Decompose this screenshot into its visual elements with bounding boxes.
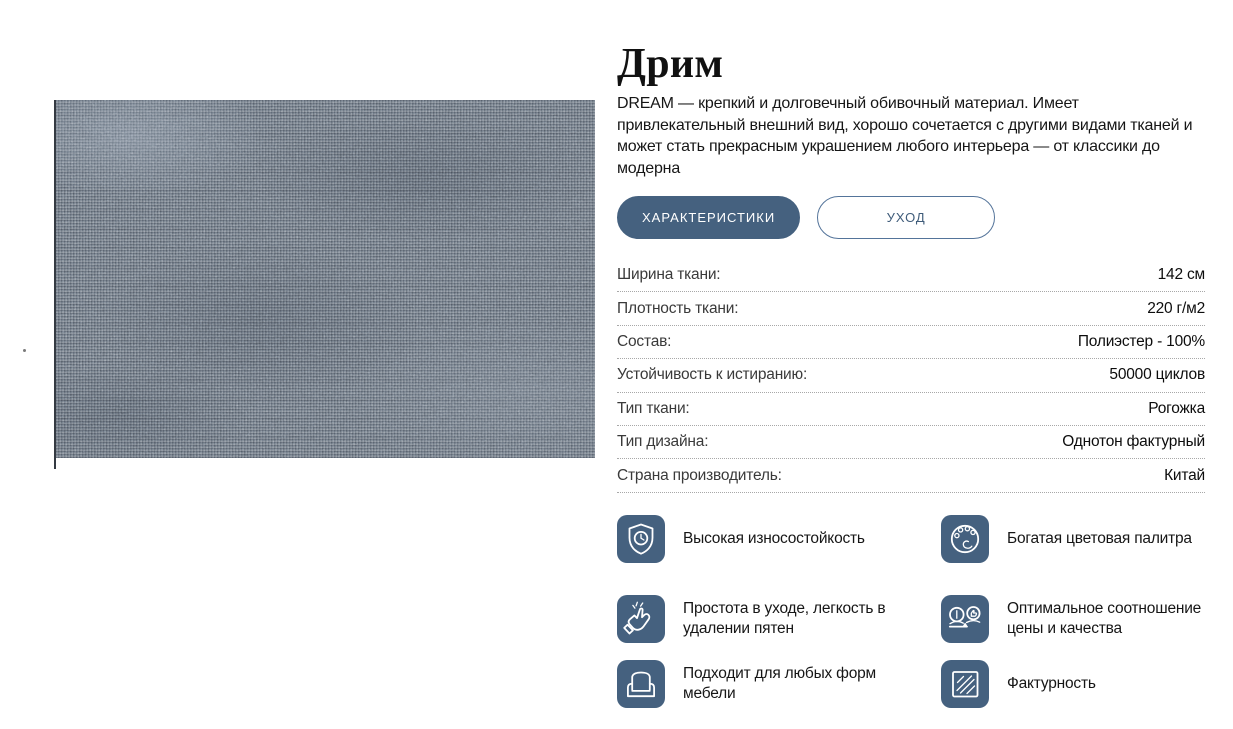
- spec-value: 50000 циклов: [1109, 366, 1205, 384]
- feature-any-furniture: [617, 656, 941, 712]
- feature-label: Подходит для любых форм мебели: [683, 665, 877, 702]
- fabric-swatch-image: [55, 100, 595, 458]
- feature-grid: [617, 496, 1205, 712]
- spec-value: 142 см: [1157, 266, 1205, 284]
- feature-label: Фактурность: [1007, 675, 1096, 692]
- tab-care[interactable]: УХОД: [817, 196, 995, 239]
- spec-value: Китай: [1164, 466, 1205, 484]
- spec-row-density: [617, 292, 1205, 325]
- texture-icon: [941, 660, 989, 708]
- scales-icon: [941, 595, 989, 643]
- feature-palette: [941, 496, 1205, 581]
- spec-row-abrasion: [617, 359, 1205, 392]
- palette-icon: [941, 515, 989, 563]
- spec-table: [617, 259, 1205, 493]
- spec-row-width: [617, 259, 1205, 292]
- spec-label: Плотность ткани:: [617, 299, 739, 317]
- tab-bar: [617, 196, 995, 239]
- spec-value: Рогожка: [1148, 399, 1205, 417]
- feature-price-quality: [941, 581, 1205, 656]
- feature-easy-care: [617, 581, 941, 656]
- spec-label: Тип дизайна:: [617, 433, 709, 451]
- stray-dot: [23, 349, 26, 352]
- feature-label: Простота в уходе, легкость в удалении пятен: [683, 599, 886, 637]
- page-title: Дрим: [617, 41, 724, 88]
- feature-label: Оптимальное соотношение цены и качества: [1007, 599, 1202, 637]
- tab-characteristics[interactable]: ХАРАКТЕРИСТИКИ: [617, 196, 800, 239]
- spec-row-fabric-type: [617, 393, 1205, 426]
- spec-value: Полиэстер - 100%: [1077, 332, 1205, 350]
- spec-label: Тип ткани:: [617, 399, 690, 417]
- spec-label: Состав:: [617, 332, 672, 350]
- fabric-noise-texture-2: [55, 100, 595, 458]
- armchair-icon: [617, 660, 665, 708]
- spec-label: Устойчивость к истиранию:: [617, 366, 808, 384]
- snap-clean-icon: [617, 595, 665, 643]
- spec-value: 220 г/м2: [1147, 299, 1205, 317]
- spec-value: Однотон фактурный: [1062, 433, 1205, 451]
- spec-row-composition: [617, 326, 1205, 359]
- spec-label: Страна производитель:: [617, 466, 782, 484]
- feature-durability: [617, 496, 941, 581]
- spec-row-country: [617, 459, 1205, 492]
- spec-row-design-type: [617, 426, 1205, 459]
- spec-label: Ширина ткани:: [617, 266, 721, 284]
- shield-clock-icon: [617, 515, 665, 563]
- feature-texture: [941, 656, 1205, 712]
- feature-label: Богатая цветовая палитра: [1007, 529, 1192, 547]
- feature-label: Высокая износостойкость: [683, 529, 865, 547]
- product-description: DREAM — крепкий и долговечный обивочный материал. Имеет привлекательный внешний вид, хорошо сочетается с другими видами тканей и может стать прекрасным украшением любого интерьера — от классики до модерна: [617, 95, 1193, 178]
